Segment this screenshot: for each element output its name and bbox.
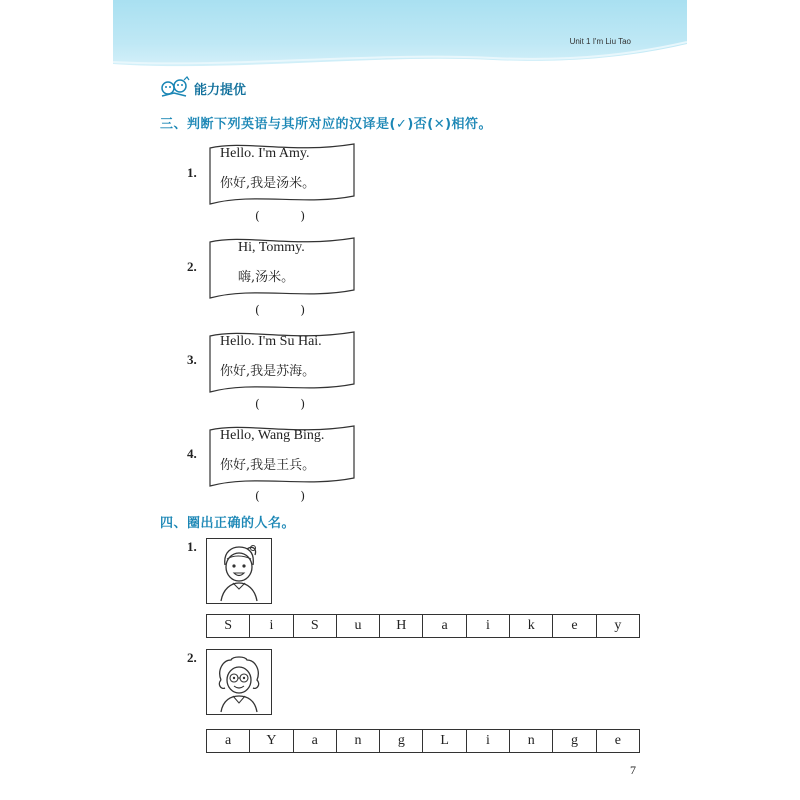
question-number: 4. — [187, 446, 197, 461]
letter-cell[interactable]: k — [510, 615, 553, 637]
letter-cell[interactable]: g — [380, 730, 423, 752]
letter-cell[interactable]: L — [423, 730, 466, 752]
letter-cell[interactable]: H — [380, 615, 423, 637]
chinese-translation: 嗨,汤米。 — [238, 270, 295, 285]
section-badge — [158, 76, 246, 100]
letter-grid — [206, 729, 640, 753]
unit-label: Unit 1 I'm Liu Tao — [569, 37, 631, 46]
letter-cell[interactable]: e — [553, 615, 596, 637]
letter-cell[interactable]: S — [294, 615, 337, 637]
kids-reading-icon — [158, 76, 192, 100]
question-number: 2. — [187, 259, 197, 274]
header-band — [113, 0, 687, 72]
answer-parentheses[interactable] — [255, 303, 305, 317]
letter-cell[interactable]: n — [337, 730, 380, 752]
letter-cell[interactable]: u — [337, 615, 380, 637]
girl-with-ponytail-icon — [207, 539, 271, 603]
answer-parentheses[interactable] — [255, 209, 305, 223]
letter-cell[interactable]: Y — [250, 730, 293, 752]
paren-open: ( — [255, 489, 260, 503]
letter-cell[interactable]: S — [207, 615, 250, 637]
english-sentence: Hello. I'm Su Hai. — [220, 334, 322, 349]
speech-banner — [204, 328, 358, 396]
page-number: 7 — [630, 763, 636, 777]
question-number: 1. — [187, 539, 197, 554]
letter-cell[interactable]: n — [510, 730, 553, 752]
letter-cell[interactable]: a — [294, 730, 337, 752]
paren-open: ( — [255, 397, 260, 411]
english-sentence: Hello. I'm Amy. — [220, 146, 310, 161]
section-3-title: 三、判断下列英语与其所对应的汉译是(✓)否(✕)相符。 — [160, 117, 493, 132]
english-sentence: Hello, Wang Bing. — [220, 428, 325, 443]
paren-close: ) — [300, 397, 305, 411]
section-4-title: 四、圈出正确的人名。 — [160, 516, 296, 531]
speech-banner — [204, 422, 358, 490]
question-number: 3. — [187, 352, 197, 367]
letter-grid — [206, 614, 640, 638]
curly-haired-woman-with-glasses-icon — [207, 650, 271, 714]
answer-parentheses[interactable] — [255, 489, 305, 503]
paren-open: ( — [255, 303, 260, 317]
letter-cell[interactable]: i — [467, 615, 510, 637]
paren-close: ) — [300, 489, 305, 503]
letter-cell[interactable]: i — [467, 730, 510, 752]
paren-close: ) — [300, 209, 305, 223]
speech-banner — [204, 234, 358, 302]
paren-open: ( — [255, 209, 260, 223]
badge-label: 能力提优 — [194, 82, 247, 98]
chinese-translation: 你好,我是汤米。 — [220, 176, 316, 191]
english-sentence: Hi, Tommy. — [238, 240, 305, 255]
portrait-frame — [206, 649, 272, 715]
chinese-translation: 你好,我是王兵。 — [220, 458, 316, 473]
chinese-translation: 你好,我是苏海。 — [220, 364, 316, 379]
portrait-frame — [206, 538, 272, 604]
question-number: 1. — [187, 165, 197, 180]
speech-banner — [204, 140, 358, 208]
letter-cell[interactable]: g — [553, 730, 596, 752]
paren-close: ) — [300, 303, 305, 317]
question-number: 2. — [187, 650, 197, 665]
letter-cell[interactable]: i — [250, 615, 293, 637]
letter-cell[interactable]: a — [423, 615, 466, 637]
letter-cell[interactable]: y — [614, 618, 622, 633]
letter-cell[interactable]: a — [207, 730, 250, 752]
answer-parentheses[interactable] — [255, 397, 305, 411]
letter-cell[interactable]: e — [614, 733, 621, 748]
